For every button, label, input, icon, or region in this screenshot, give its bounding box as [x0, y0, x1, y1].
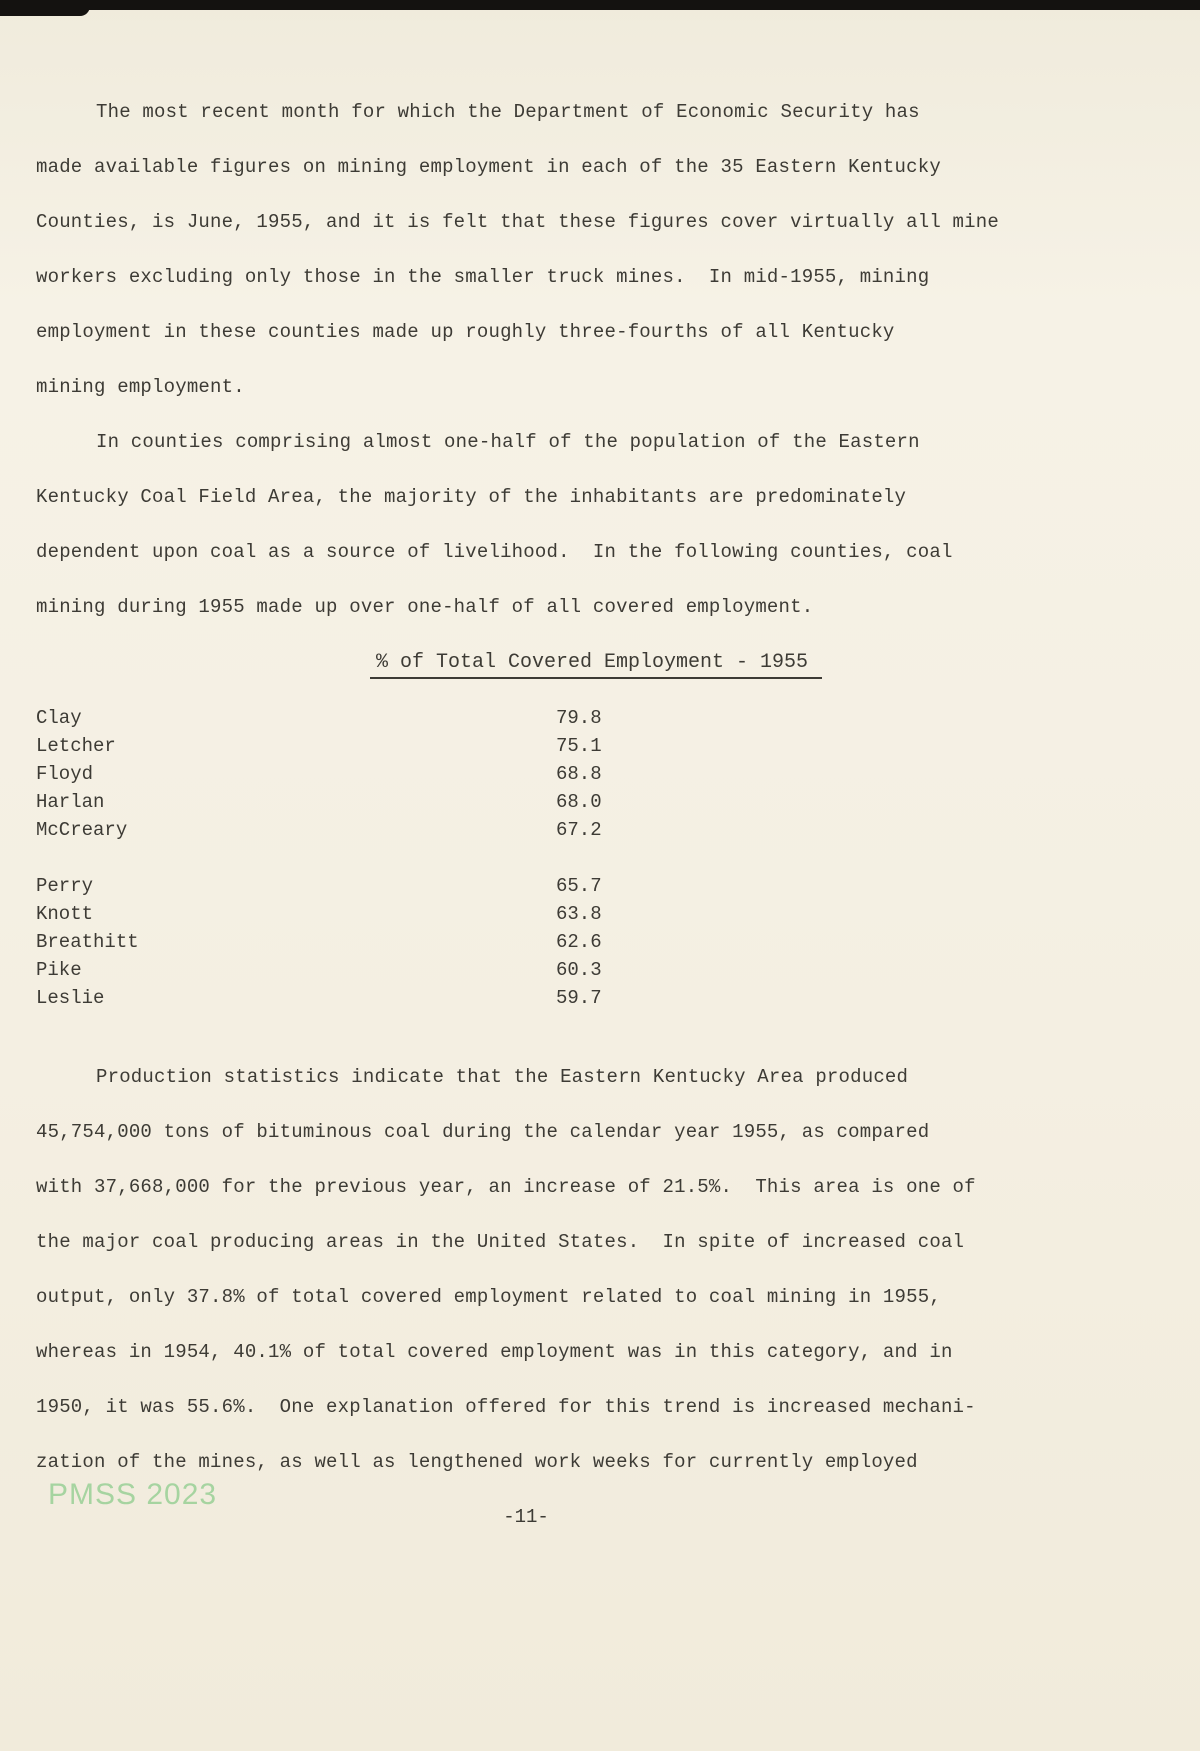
text-line: with 37,668,000 for the previous year, an increase of 21.5%. This area is one of: [36, 1176, 976, 1198]
text-line: the major coal producing areas in the United States. In spite of increased coal: [36, 1231, 965, 1253]
text-line: employment in these counties made up roughly three-fourths of all Kentucky: [36, 321, 895, 343]
county-name: Knott: [36, 903, 94, 925]
text-line: Counties, is June, 1955, and it is felt that these figures cover virtually all mine: [36, 211, 999, 233]
county-name: Perry: [36, 875, 94, 897]
table-row: [36, 704, 1016, 732]
county-value: 68.8: [556, 763, 602, 785]
table-row: [36, 984, 1016, 1012]
text-line: mining employment.: [36, 376, 245, 398]
table-group-1: [36, 704, 1016, 844]
text-line: The most recent month for which the Department of Economic Security has: [96, 101, 920, 123]
county-value: 60.3: [556, 959, 602, 981]
paragraph-coal-dependence: [36, 415, 1016, 635]
county-value: 68.0: [556, 791, 602, 813]
table-row: [36, 760, 1016, 788]
table-row: [36, 900, 1016, 928]
text-line: Kentucky Coal Field Area, the majority of the inhabitants are predominately: [36, 486, 907, 508]
county-value: 62.6: [556, 931, 602, 953]
county-value: 75.1: [556, 735, 602, 757]
table-group-2: [36, 872, 1016, 1012]
county-name: Breathitt: [36, 931, 139, 953]
table-title: % of Total Covered Employment - 1955: [370, 651, 822, 679]
covered-employment-table: [36, 704, 1016, 1012]
county-value: 67.2: [556, 819, 602, 841]
scan-edge-top: [0, 0, 1200, 10]
page-content: [36, 10, 1016, 1490]
paragraph-production-statistics: [36, 1050, 1016, 1490]
text-line: In counties comprising almost one-half of the population of the Eastern: [96, 431, 920, 453]
county-value: 59.7: [556, 987, 602, 1009]
table-row: [36, 956, 1016, 984]
text-line: output, only 37.8% of total covered employment related to coal mining in 1955,: [36, 1286, 941, 1308]
table-row: [36, 816, 1016, 844]
text-line: Production statistics indicate that the Eastern Kentucky Area produced: [96, 1066, 909, 1088]
county-name: Letcher: [36, 735, 116, 757]
county-value: 63.8: [556, 903, 602, 925]
text-line: dependent upon coal as a source of livelihood. In the following counties, coal: [36, 541, 953, 563]
table-row: [36, 928, 1016, 956]
text-line: mining during 1955 made up over one-half of all covered employment.: [36, 596, 814, 618]
watermark: PMSS 2023: [48, 1478, 218, 1511]
county-name: Clay: [36, 707, 82, 729]
text-line: 45,754,000 tons of bituminous coal during the calendar year 1955, as compared: [36, 1121, 930, 1143]
text-line: made available figures on mining employment in each of the 35 Eastern Kentucky: [36, 156, 941, 178]
county-name: Floyd: [36, 763, 94, 785]
text-line: workers excluding only those in the smaller truck mines. In mid-1955, mining: [36, 266, 930, 288]
text-line: 1950, it was 55.6%. One explanation offered for this trend is increased mechani-: [36, 1396, 976, 1418]
county-name: Harlan: [36, 791, 105, 813]
county-value: 65.7: [556, 875, 602, 897]
county-value: 79.8: [556, 707, 602, 729]
county-name: McCreary: [36, 819, 128, 841]
table-row: [36, 872, 1016, 900]
table-title-wrap: [106, 635, 1086, 690]
text-line: whereas in 1954, 40.1% of total covered employment was in this category, and in: [36, 1341, 953, 1363]
county-name: Pike: [36, 959, 82, 981]
paragraph-mining-employment: [36, 85, 1016, 415]
table-row: [36, 788, 1016, 816]
text-line: zation of the mines, as well as lengthened work weeks for currently employed: [36, 1451, 918, 1473]
table-row: [36, 732, 1016, 760]
page-number: -11-: [503, 1506, 549, 1528]
county-name: Leslie: [36, 987, 105, 1009]
